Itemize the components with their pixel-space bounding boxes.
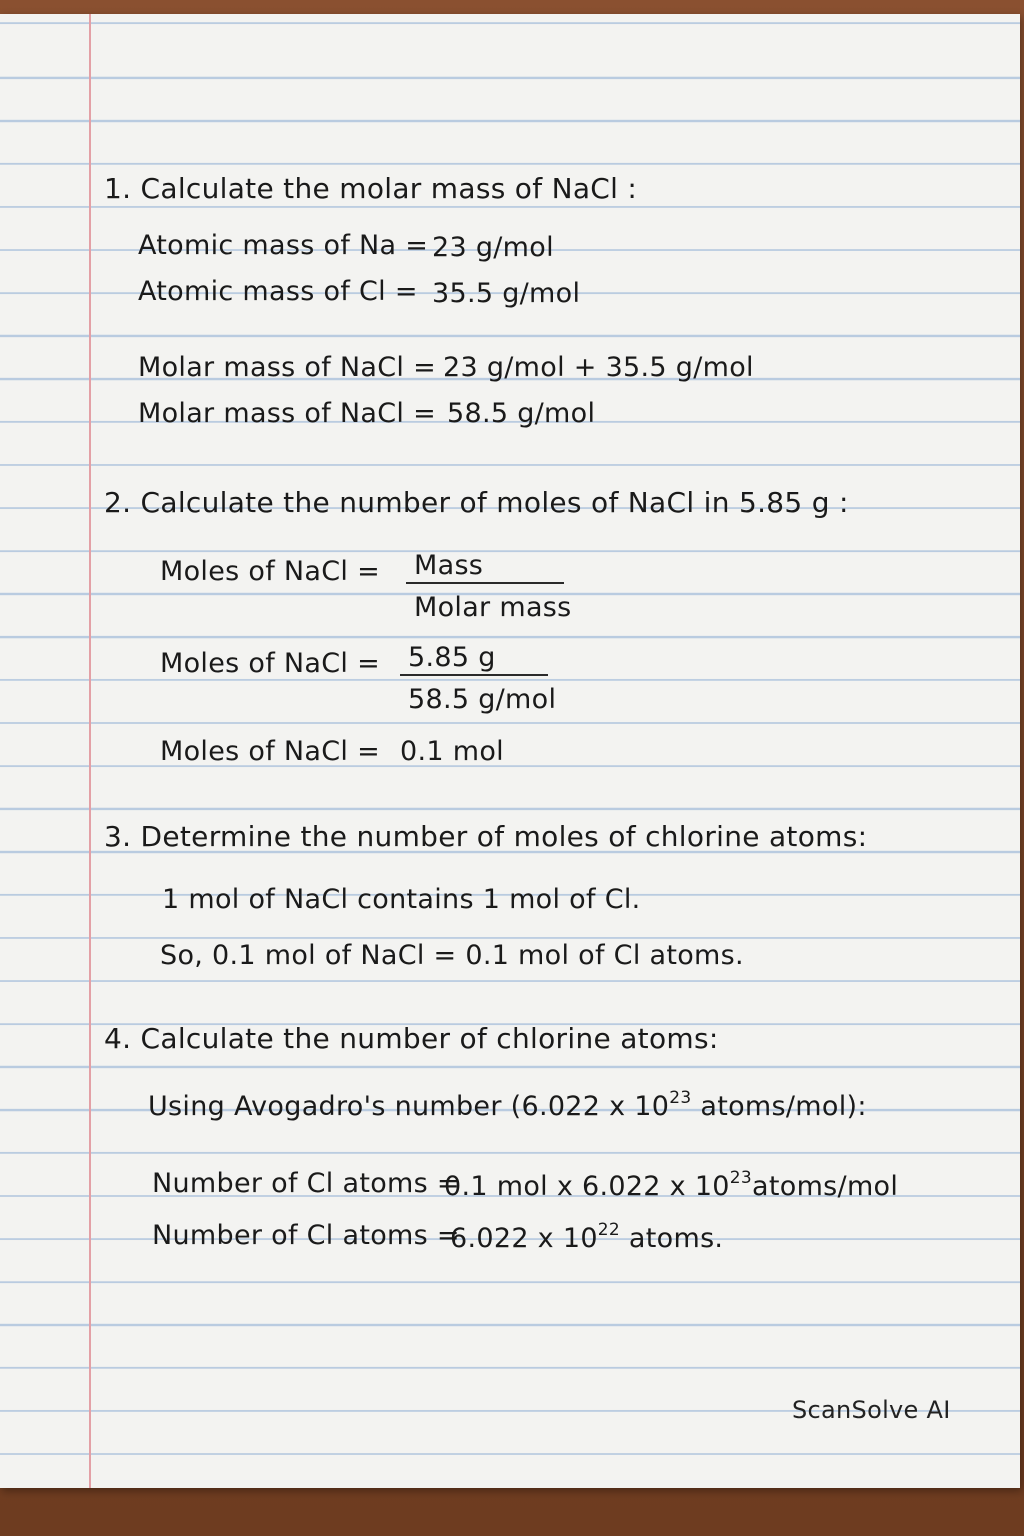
section1-heading: 1. Calculate the molar mass of NaCl : [104, 172, 638, 205]
molar-result-value: 58.5 g/mol [447, 398, 596, 429]
section2-heading: 2. Calculate the number of moles of NaCl in 5.85 g : [104, 486, 849, 519]
calc-exponent: 23 [729, 1168, 753, 1188]
formula-label: Moles of NaCl = [160, 556, 380, 587]
molar-sum-label: Molar mass of NaCl = [138, 352, 437, 383]
avogadro-text: Using Avogadro's number (6.022 x 10 [148, 1091, 670, 1122]
cl-label: Atomic mass of Cl = [138, 276, 418, 307]
calc-label: Number of Cl atoms = [152, 1168, 460, 1199]
substitution-fraction-bar [400, 674, 548, 676]
avogadro-line [148, 1090, 867, 1122]
substitution-label: Moles of NaCl = [160, 648, 380, 679]
notebook-page [0, 14, 1020, 1488]
formula-fraction-bar [406, 582, 564, 584]
result-exponent: 22 [597, 1220, 621, 1240]
cl-value: 35.5 g/mol [432, 278, 581, 309]
calc-text: 0.1 mol x 6.022 x 10 [444, 1171, 730, 1202]
calc-expression [444, 1170, 898, 1202]
molar-result-label: Molar mass of NaCl = [138, 398, 437, 429]
na-label: Atomic mass of Na = [138, 230, 429, 261]
moles-result-value: 0.1 mol [400, 736, 504, 767]
result-text: 6.022 x 10 [450, 1223, 598, 1254]
result-unit: atoms. [620, 1223, 724, 1254]
formula-numerator: Mass [414, 550, 484, 581]
section3-line1: 1 mol of NaCl contains 1 mol of Cl. [162, 884, 641, 915]
molar-sum-value: 23 g/mol + 35.5 g/mol [443, 352, 754, 383]
avogadro-unit: atoms/mol): [691, 1091, 867, 1122]
formula-denominator: Molar mass [414, 592, 572, 623]
substitution-denominator: 58.5 g/mol [408, 684, 557, 715]
substitution-numerator: 5.85 g [408, 642, 496, 673]
section3-line2: So, 0.1 mol of NaCl = 0.1 mol of Cl atoms. [160, 940, 744, 971]
section4-heading: 4. Calculate the number of chlorine atoms: [104, 1022, 719, 1055]
calc-unit: atoms/mol [752, 1171, 899, 1202]
atoms-result-label: Number of Cl atoms = [152, 1220, 460, 1251]
atoms-result-value [450, 1222, 723, 1254]
avogadro-exponent: 23 [669, 1088, 692, 1108]
brand-watermark: ScanSolve AI [792, 1396, 951, 1424]
section3-heading: 3. Determine the number of moles of chlorine atoms: [104, 820, 868, 853]
margin-line [89, 14, 91, 1488]
na-value: 23 g/mol [432, 232, 554, 263]
moles-result-label: Moles of NaCl = [160, 736, 380, 767]
